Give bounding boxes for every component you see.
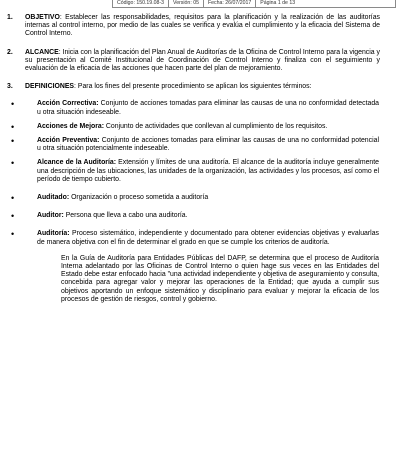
doc-page-number: Página 1 de 13 [260, 0, 296, 6]
definition-term: Auditado: [37, 194, 70, 202]
definition-item [0, 230, 400, 246]
section-text: : Inicia con la planificación del Plan Anual de Auditorías de la Oficina de Control Interno para la vigencia y su presentación al Comité Institucional de Coordinación de Control Interno y finaliza con el seguimiento y evaluación de la eficacia de las acciones que hacen parte del plan de mejoramiento. [25, 48, 380, 73]
definition-term: Acción Preventiva: [37, 137, 100, 145]
definition-term: Acciones de Mejora: [37, 122, 105, 130]
section-objetivo [0, 14, 400, 39]
definition-text: Conjunto de actividades que conllevan al cumplimiento de los requisitos. [104, 122, 328, 130]
definition-text: Conjunto de acciones tomadas para eliminar las causas de una no conformidad potencial u otra situación potencialmente indeseable. [37, 137, 379, 153]
bullet-icon: • [11, 136, 15, 147]
section-text: : Para los fines del presente procedimiento se aplican los siguientes términos: [74, 83, 312, 91]
section-label: ALCANCE [25, 48, 59, 56]
section-label: OBJETIVO [25, 14, 60, 21]
section-number: 3. [7, 83, 13, 91]
doc-date: Fecha: 26/07/2017 [204, 0, 256, 7]
doc-version: Versión: 05 [169, 0, 204, 7]
definition-item [0, 159, 400, 184]
definition-text: Extensión y límites de una auditoría. El alcance de la auditoría incluye generalmente una descripción de las ubicaciones, las unidades de la organización, las actividades y los procesos, así como el período de tiempo cubierto. [37, 159, 379, 183]
bullet-icon: • [11, 121, 15, 132]
definition-term: Alcance de la Auditoría: [37, 159, 116, 167]
definition-item [0, 194, 400, 202]
document-body [0, 14, 400, 304]
section-label: DEFINICIONES [25, 83, 75, 91]
definition-item [0, 137, 400, 153]
section-alcance [0, 49, 400, 74]
definition-term: Auditor: [37, 212, 64, 220]
definition-item [0, 212, 400, 220]
definition-text: Proceso sistemático, independiente y documentado para obtener evidencias objetivas y evaluarlas de manera objetiva con el fin de determinar el grado en que se cumple los criterios de auditoría. [37, 230, 379, 246]
bullet-icon: • [11, 158, 15, 169]
bullet-icon: • [11, 99, 15, 110]
definition-text: Persona que lleva a cabo una auditoría. [63, 212, 188, 220]
definition-item [0, 100, 400, 116]
closing-paragraph: En la Guía de Auditoría para Entidades Públicas del DAFP, se determina que el proceso de Auditoría Interna adelantado por las Oficinas de Control Interno o quien hage sus veces en las Entidades del Estado debe estar enfocado hacia "una actividad independiente y objetiva de aseguramiento y consulta, concebida para agregar valor y mejorar las operaciones de la Entidad; que ayuda a cumplir sus objetivos aportando un enfoque sistemático y disciplinario para evaluar y mejorar la eficacia de los procesos de gestión de riesgos, control y gobierno. [61, 254, 379, 303]
section-number: 1. [7, 14, 13, 21]
section-number: 2. [7, 48, 13, 56]
section-text: : Establecer las responsabilidades, requisitos para la planificación y la realización de las auditorías internas al control interno, por medio de las cuales se verifica y evalúa el cumplimiento y la eficacia del Sistema de Control Interno. [25, 14, 380, 38]
definition-text: Conjunto de acciones tomadas para eliminar las causas de una no conformidad detectada u otra situación indeseable. [37, 100, 379, 116]
definition-item [0, 123, 400, 131]
definition-term: Acción Correctiva: [37, 100, 99, 108]
header-info-bar [112, 0, 396, 8]
section-definiciones [0, 83, 400, 91]
definition-text: Organización o proceso sometida a auditoría [69, 194, 209, 202]
doc-code: Código: 150.19.08-3 [113, 0, 169, 7]
definition-term: Auditoría: [37, 230, 70, 238]
bullet-icon: • [11, 193, 15, 204]
bullet-icon: • [11, 229, 15, 240]
bullet-icon: • [11, 211, 15, 222]
